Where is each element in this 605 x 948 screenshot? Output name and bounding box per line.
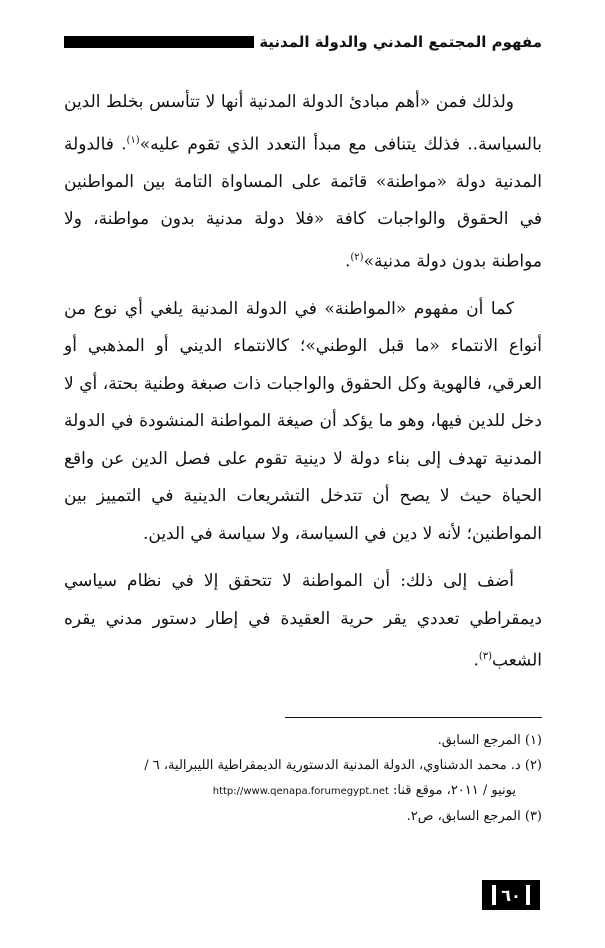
footnote-2: (٢) د. محمد الدشناوي، الدولة المدنية الدستورية الديمقراطية الليبرالية، ٦ / (144, 758, 542, 773)
paragraph-2: كما أن مفهوم «المواطنة» في الدولة المدنية يلغي أي نوع من أنواع الانتماء «ما قبل الوطني»؛ كالانتماء الديني أو المذهبي أو العرقي، فالهوية وكل الحقوق والواجبات ذات صبغة وطنية بحتة، أي لا دخل للدين فيها، وهو ما يؤكد أن صيغة المواطنة المنشودة في الدولة المدنية تهدف إلى بناء دولة لا دينية تقوم على فصل الدين عن واقع الحياة حيث لا يصح أن تتدخل التشريعات الدينية في التمييز بين المواطنين؛ لأنه لا دين في السياسة، ولا سياسة في الدين. (64, 298, 542, 544)
footnotes (64, 728, 542, 829)
footnote-1: (١) المرجع السابق. (437, 733, 542, 748)
running-header-title: مفهوم المجتمع المدني والدولة المدنية (259, 33, 542, 51)
body-text (64, 84, 542, 690)
footnote-2-continued: يونيو / ٢٠١١، موقع قنا: http://www.qenapa.forumegypt.net (212, 783, 516, 798)
paragraph-1: ولذلك فمن «أهم مبادئ الدولة المدنية أنها لا تتأسس بخلط الدين بالسياسة.. فذلك يتنافى مع مبدأ التعدد الذي تقوم عليه»$^{(١)}$. فالدولة المدنية دولة «مواطنة» قائمة على المساواة التامة بين المواطنين في الحقوق والواجبات كافة «فلا دولة مدنية بدون مواطنة، ولا مواطنة بدون دولة مدنية»$^{(٢)}$. (64, 92, 542, 272)
running-header (64, 30, 542, 54)
footnote-ref-1: (١) (126, 134, 140, 146)
footnote-separator (285, 717, 542, 718)
footnote-ref-2: (٢) (350, 251, 364, 263)
footnote-3: (٣) المرجع السابق، ص٢. (406, 809, 542, 824)
page-number-bar (526, 885, 530, 905)
page-number-box (482, 880, 540, 910)
footnote-2-url: http://www.qenapa.forumegypt.net (212, 786, 389, 797)
page-number-bar (492, 885, 496, 905)
footnote-ref-3: (٣) (478, 651, 493, 663)
paragraph-3: أضف إلى ذلك: أن المواطنة لا تتحقق إلا في نظام سياسي ديمقراطي تعددي يقر حرية العقيدة في إطار دستور مدني يقره الشعب$^{(٣)}$. (64, 571, 542, 671)
page-number: ٦٠ (501, 885, 521, 905)
header-rule (64, 36, 254, 48)
